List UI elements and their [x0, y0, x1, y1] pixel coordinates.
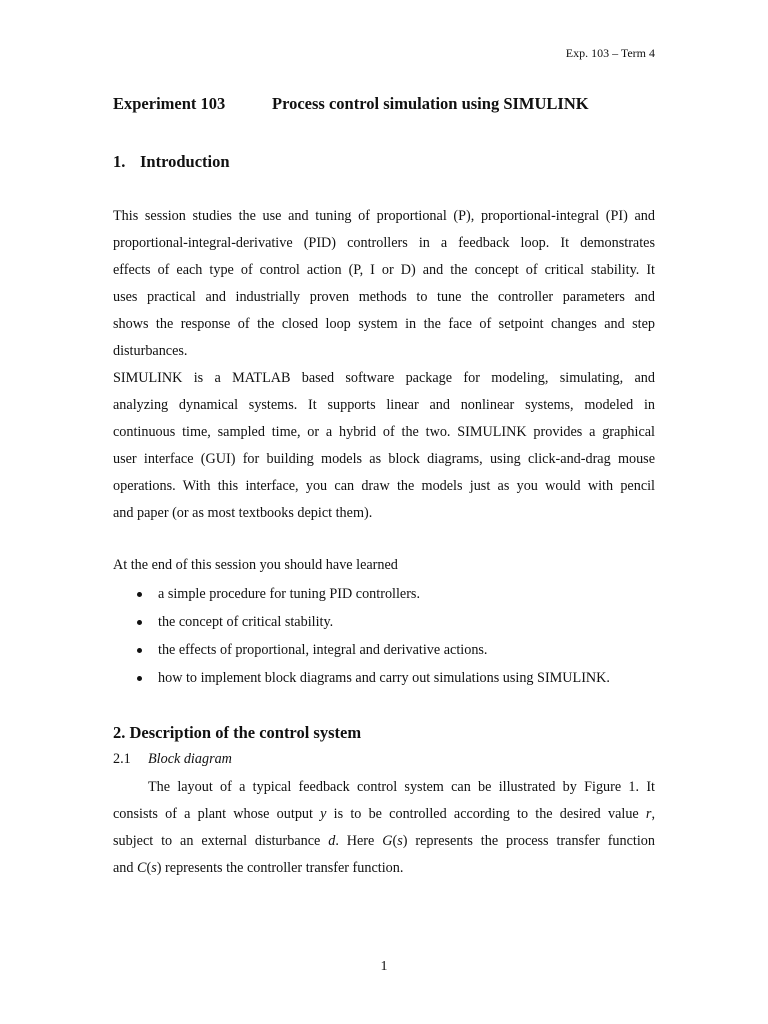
experiment-title: [113, 94, 589, 114]
paragraph-line: The layout of a typical feedback control system can be illustrated by Figure 1. It: [148, 779, 655, 795]
list-item: how to implement block diagrams and carry out simulations using SIMULINK.: [113, 664, 673, 692]
paragraph-line: subject to an external disturbance d. Here G(s) represents the process transfer function: [113, 833, 655, 849]
intro-paragraph-1: [113, 203, 655, 365]
paragraph-line: At the end of this session you should have learned: [113, 557, 398, 573]
page-number: 1: [380, 959, 388, 974]
running-header: Exp. 103 – Term 4: [565, 46, 655, 60]
block-diagram-paragraph: [113, 774, 655, 882]
section-1-number: 1.: [113, 152, 126, 171]
section-1-heading: [113, 152, 230, 172]
paragraph-line: user interface (GUI) for building models as block diagrams, using click-and-drag mouse: [113, 451, 655, 467]
list-item: the effects of proportional, integral and derivative actions.: [113, 636, 673, 664]
bullet-icon: [137, 676, 142, 681]
subsection-number: 2.1: [113, 751, 131, 767]
subsection-title: Block diagram: [148, 751, 232, 767]
paragraph-line: operations. With this interface, you can draw the models just as you would with pencil: [113, 478, 655, 494]
paragraph-line: proportional-integral-derivative (PID) controllers in a feedback loop. It demonstrates: [113, 235, 655, 251]
paragraph-line: continuous time, sampled time, or a hybrid of the two. SIMULINK provides a graphical: [113, 424, 655, 440]
experiment-label: Experiment 103: [113, 94, 226, 113]
bullet-icon: [137, 592, 142, 597]
paragraph-line: disturbances.: [113, 343, 188, 359]
paragraph-line: effects of each type of control action (P, I or D) and the concept of critical stability. It: [113, 262, 655, 278]
paragraph-line: analyzing dynamical systems. It supports linear and nonlinear systems, modeled in: [113, 397, 655, 413]
list-item: the concept of critical stability.: [113, 608, 673, 636]
intro-paragraph-2: [113, 365, 655, 527]
bullet-icon: [137, 620, 142, 625]
bullet-icon: [137, 648, 142, 653]
paragraph-line: SIMULINK is a MATLAB based software package for modeling, simulating, and: [113, 370, 655, 386]
paragraph-line: This session studies the use and tuning of proportional (P), proportional-integral (PI) and: [113, 208, 655, 224]
list-item: a simple procedure for tuning PID controllers.: [113, 580, 673, 608]
section-2-heading: 2. Description of the control system: [113, 723, 362, 742]
paragraph-line: shows the response of the closed loop system in the face of setpoint changes and step: [113, 316, 655, 332]
learned-intro: [113, 552, 655, 579]
subsection-2-1-heading: [113, 751, 232, 768]
paragraph-line: consists of a plant whose output y is to be controlled according to the desired value r,: [113, 806, 655, 822]
experiment-title-text: Process control simulation using SIMULINK: [272, 94, 589, 113]
paragraph-line: and C(s) represents the controller transfer function.: [113, 860, 404, 876]
section-1-title: Introduction: [140, 152, 230, 171]
learning-outcomes-list: [113, 580, 673, 692]
paragraph-line: and paper (or as most textbooks depict them).: [113, 505, 373, 521]
paragraph-line: uses practical and industrially proven methods to tune the controller parameters and: [113, 289, 655, 305]
